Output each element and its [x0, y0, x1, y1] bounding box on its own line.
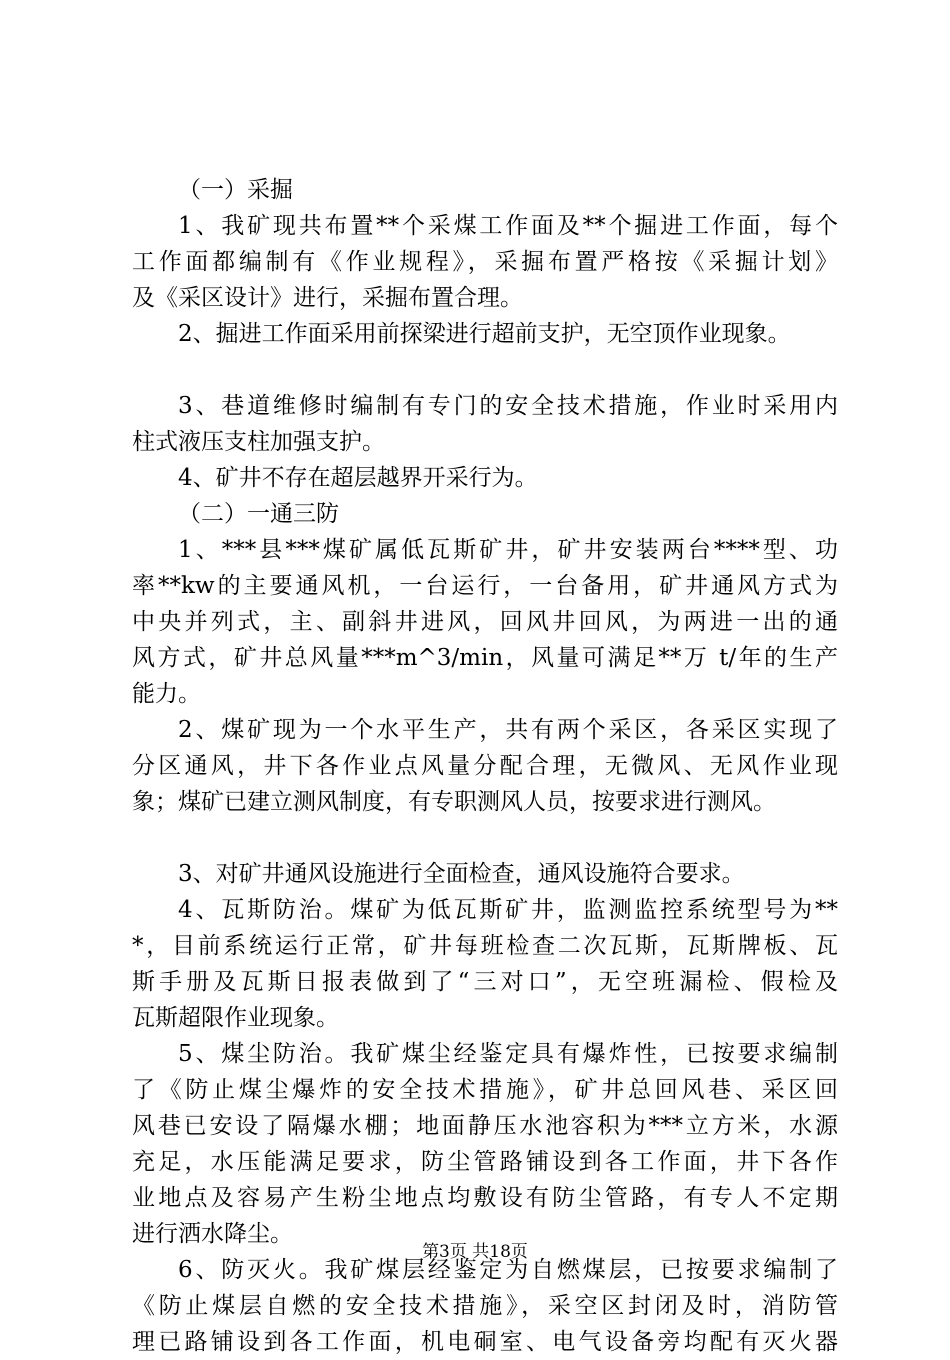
text-line: 分区通风，井下各作业点风量分配合理，无微风、无风作业现	[132, 753, 838, 779]
text-line: 充足，水压能满足要求，防尘管路铺设到各工作面，井下各作	[132, 1149, 838, 1175]
blank-line	[132, 352, 838, 388]
text-line: 风方式，矿井总风量***m^3/min，风量可满足**万 t/年的生产	[132, 645, 838, 671]
text-line: 率**kw的主要通风机，一台运行，一台备用，矿井通风方式为	[132, 573, 838, 599]
text-line: 风巷已安设了隔爆水棚；地面静压水池容积为***立方米，水源	[132, 1113, 838, 1139]
text-line: *，目前系统运行正常，矿井每班检查二次瓦斯，瓦斯牌板、瓦	[132, 933, 838, 959]
text-line: 3、对矿井通风设施进行全面检查，通风设施符合要求。	[178, 861, 745, 887]
text-line: 瓦斯超限作业现象。	[132, 1005, 339, 1031]
text-line: 工作面都编制有《作业规程》，采掘布置严格按《采掘计划》	[132, 249, 838, 275]
text-line: 及《采区设计》进行，采掘布置合理。	[132, 285, 523, 311]
text-line: 中央并列式，主、副斜井进风，回风井回风，为两进一出的通	[132, 609, 838, 635]
text-line: 1、我矿现共布置**个采煤工作面及**个掘进工作面，每个	[178, 213, 838, 239]
text-line: 1、***县***煤矿属低瓦斯矿井，矿井安装两台****型、功	[178, 537, 838, 563]
text-line: 柱式液压支柱加强支护。	[132, 429, 385, 455]
text-line: 进行洒水降尘。	[132, 1221, 293, 1247]
text-line: 象；煤矿已建立测风制度，有专职测风人员，按要求进行测风。	[132, 789, 776, 815]
blank-line	[132, 820, 838, 856]
text-line: 《防止煤层自燃的安全技术措施》，采空区封闭及时，消防管	[132, 1293, 838, 1319]
text-line: 4、矿井不存在超层越界开采行为。	[178, 465, 538, 491]
text-line: 业地点及容易产生粉尘地点均敷设有防尘管路，有专人不定期	[132, 1185, 838, 1211]
text-line: 理已路铺设到各工作面，机电硐室、电气设备旁均配有灭火器	[132, 1329, 838, 1355]
document-body	[132, 172, 838, 1360]
text-line: 斯手册及瓦斯日报表做到了“三对口”，无空班漏检、假检及	[132, 969, 838, 995]
text-line: 了《防止煤尘爆炸的安全技术措施》，矿井总回风巷、采区回	[132, 1077, 838, 1103]
text-line: 2、煤矿现为一个水平生产，共有两个采区，各采区实现了	[178, 717, 838, 743]
text-line: （一）采掘	[178, 177, 293, 203]
page-number: 第3页 共18页	[422, 1242, 528, 1262]
text-line: 3、巷道维修时编制有专门的安全技术措施，作业时采用内	[178, 393, 838, 419]
text-line: 6、防灭火。我矿煤层经鉴定为自燃煤层，已按要求编制了	[178, 1257, 838, 1283]
text-line: 4、瓦斯防治。煤矿为低瓦斯矿井，监测监控系统型号为**	[178, 897, 838, 923]
text-line: 5、煤尘防治。我矿煤尘经鉴定具有爆炸性，已按要求编制	[178, 1041, 838, 1067]
text-line: （二）一通三防	[178, 501, 339, 527]
text-line: 2、掘进工作面采用前探梁进行超前支护，无空顶作业现象。	[178, 321, 791, 347]
page-footer	[0, 1240, 950, 1264]
text-line: 能力。	[132, 681, 201, 707]
